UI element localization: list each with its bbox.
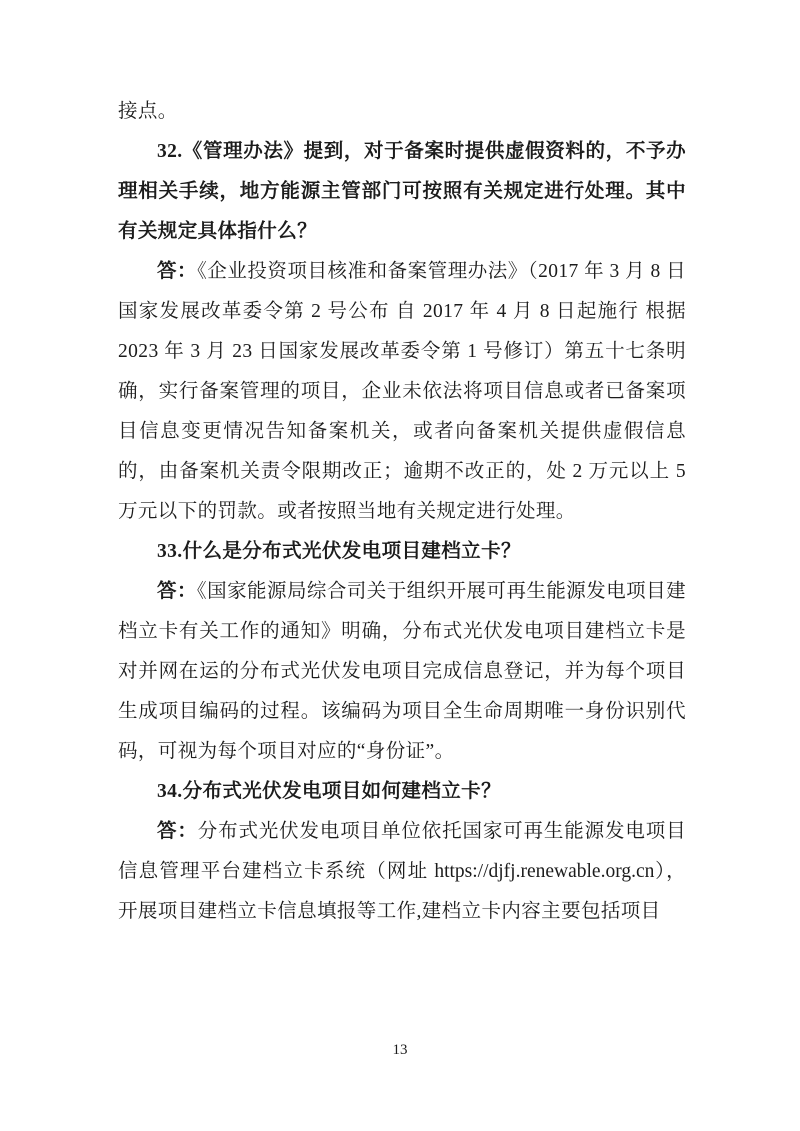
question-33 <box>118 532 686 572</box>
paragraph-continuation: 接点。 <box>118 101 178 122</box>
answer-33 <box>118 572 686 772</box>
answer-32 <box>118 252 686 532</box>
question-33-text: 33.什么是分布式光伏发电项目建档立卡？ <box>157 541 521 562</box>
page-content <box>118 92 686 932</box>
question-32-text: 32.《管理办法》提到，对于备案时提供虚假资料的，不予办理相关手续，地方能源主管部门可按照有关规定进行处理。其中有关规定具体指什么？ <box>118 141 686 242</box>
question-34-text: 34.分布式光伏发电项目如何建档立卡？ <box>157 781 501 802</box>
answer-32-text: 《企业投资项目核准和备案管理办法》（2017 年 3 月 8 日国家发展改革委令第 2 号公布 自 2017 年 4 月 8 日起施行 根据 2023 年 3 月 23 日国家发展改革委令第 1 号修订）第五十七条明确，实行备案管理的项目，企业未依法将项目信息或者已备案项目信息变更情况告知备案机关，或者向备案机关提供虚假信息的，由备案机关责令限期改正；逾期不改正的，处 2 万元以上 5 万元以下的罚款。或者按照当地有关规定进行处理。 <box>118 261 686 522</box>
answer-33-text: 《国家能源局综合司关于组织开展可再生能源发电项目建档立卡有关工作的通知》明确，分布式光伏发电项目建档立卡是对并网在运的分布式光伏发电项目完成信息登记，并为每个项目生成项目编码的过程。该编码为项目全生命周期唯一身份识别代码，可视为每个项目对应的“身份证”。 <box>118 581 686 762</box>
answer-34 <box>118 812 686 932</box>
answer-label: 答： <box>157 821 198 842</box>
answer-label: 答： <box>157 261 198 282</box>
platform-url: https://djfj.renewable.org.cn <box>434 861 655 882</box>
answer-34-text-after-url: ），开展项目建档立卡信息填报等工作,建档立卡内容主要包括项目 <box>118 861 686 922</box>
question-32 <box>118 132 686 252</box>
answer-label: 答： <box>157 581 197 602</box>
answer-34-text-before-url: 分布式光伏发电项目单位依托国家可再生能源发电项目信息管理平台建档立卡系统（网址 <box>118 821 686 882</box>
page-number: 13 <box>392 1042 408 1058</box>
question-34 <box>118 772 686 812</box>
